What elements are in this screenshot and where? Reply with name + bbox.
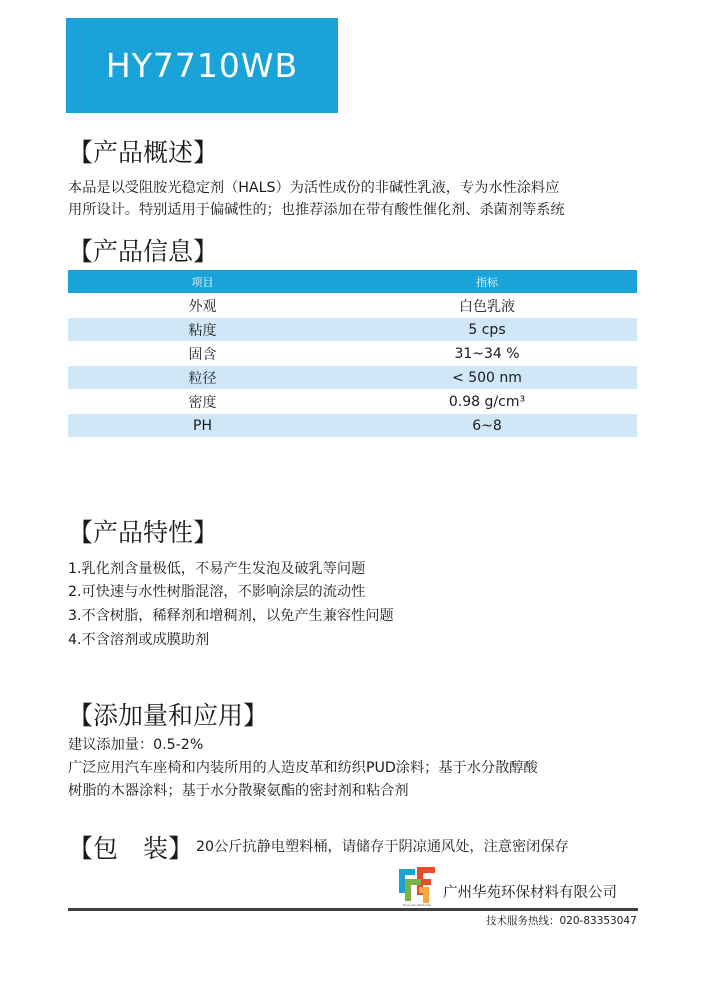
features-heading: 【产品特性】 — [68, 518, 219, 547]
table-row — [68, 365, 637, 389]
row-item: 密度 — [188, 394, 217, 411]
company-logo-icon — [395, 863, 439, 907]
table-row — [68, 341, 637, 365]
usage-line-2: 树脂的木器涂料；基于水分散聚氨酯的密封剂和粘合剂 — [68, 783, 409, 799]
usage-heading: 【添加量和应用】 — [68, 701, 269, 730]
product-info-table — [68, 270, 637, 437]
row-value: 5 cps — [468, 321, 506, 338]
company-name: 广州华苑环保材料有限公司 — [443, 885, 617, 901]
row-item: 固含 — [188, 346, 217, 363]
product-title-banner — [66, 18, 338, 113]
header-value: 指标 — [476, 275, 498, 289]
row-value: 6~8 — [472, 417, 502, 434]
row-item: PH — [193, 417, 212, 434]
table-row — [68, 317, 637, 341]
feature-item: 3.不含树脂，稀释剂和增稠剂，以免产生兼容性问题 — [68, 608, 394, 624]
feature-item: 1.乳化剂含量极低，不易产生发泡及破乳等问题 — [68, 561, 366, 577]
row-value: 白色乳液 — [459, 298, 515, 315]
footer-divider — [68, 908, 638, 911]
packaging-heading: 【包 装】 — [68, 834, 194, 863]
row-value: 31~34 % — [454, 345, 520, 362]
table-row — [68, 293, 637, 317]
row-value: 0.98 g/cm³ — [448, 393, 526, 410]
feature-item: 4.不含溶剂或成膜助剂 — [68, 632, 210, 648]
row-item: 粒径 — [188, 370, 217, 387]
row-value: < 500 nm — [452, 369, 522, 386]
product-code: HY7710WB — [105, 46, 299, 85]
row-item: 外观 — [188, 298, 217, 315]
packaging-text: 20公斤抗静电塑料桶，请储存于阴凉通风处，注意密闭保存 — [196, 839, 569, 855]
usage-dosage: 建议添加量：0.5-2% — [68, 737, 204, 753]
overview-line-2: 用所设计。特别适用于偏碱性的；也推荐添加在带有酸性催化剂、杀菌剂等系统 — [68, 202, 565, 218]
info-heading: 【产品信息】 — [68, 237, 219, 266]
overview-line-1: 本品是以受阻胺光稳定剂（HALS）为活性成份的非碱性乳液，专为水性涂料应 — [68, 180, 560, 196]
service-hotline: 技术服务热线：020-83353047 — [486, 915, 637, 927]
overview-heading: 【产品概述】 — [68, 138, 219, 167]
logo-caption: Huayuan Materials — [402, 903, 432, 907]
table-header — [68, 270, 637, 293]
usage-line-1: 广泛应用汽车座椅和内装所用的人造皮革和纺织PUD涂料；基于水分散醇酸 — [68, 760, 538, 776]
table-row — [68, 413, 637, 437]
row-item: 粘度 — [188, 322, 217, 339]
header-item: 项目 — [191, 275, 214, 289]
feature-item: 2.可快速与水性树脂混溶，不影响涂层的流动性 — [68, 584, 366, 600]
table-row — [68, 389, 637, 413]
